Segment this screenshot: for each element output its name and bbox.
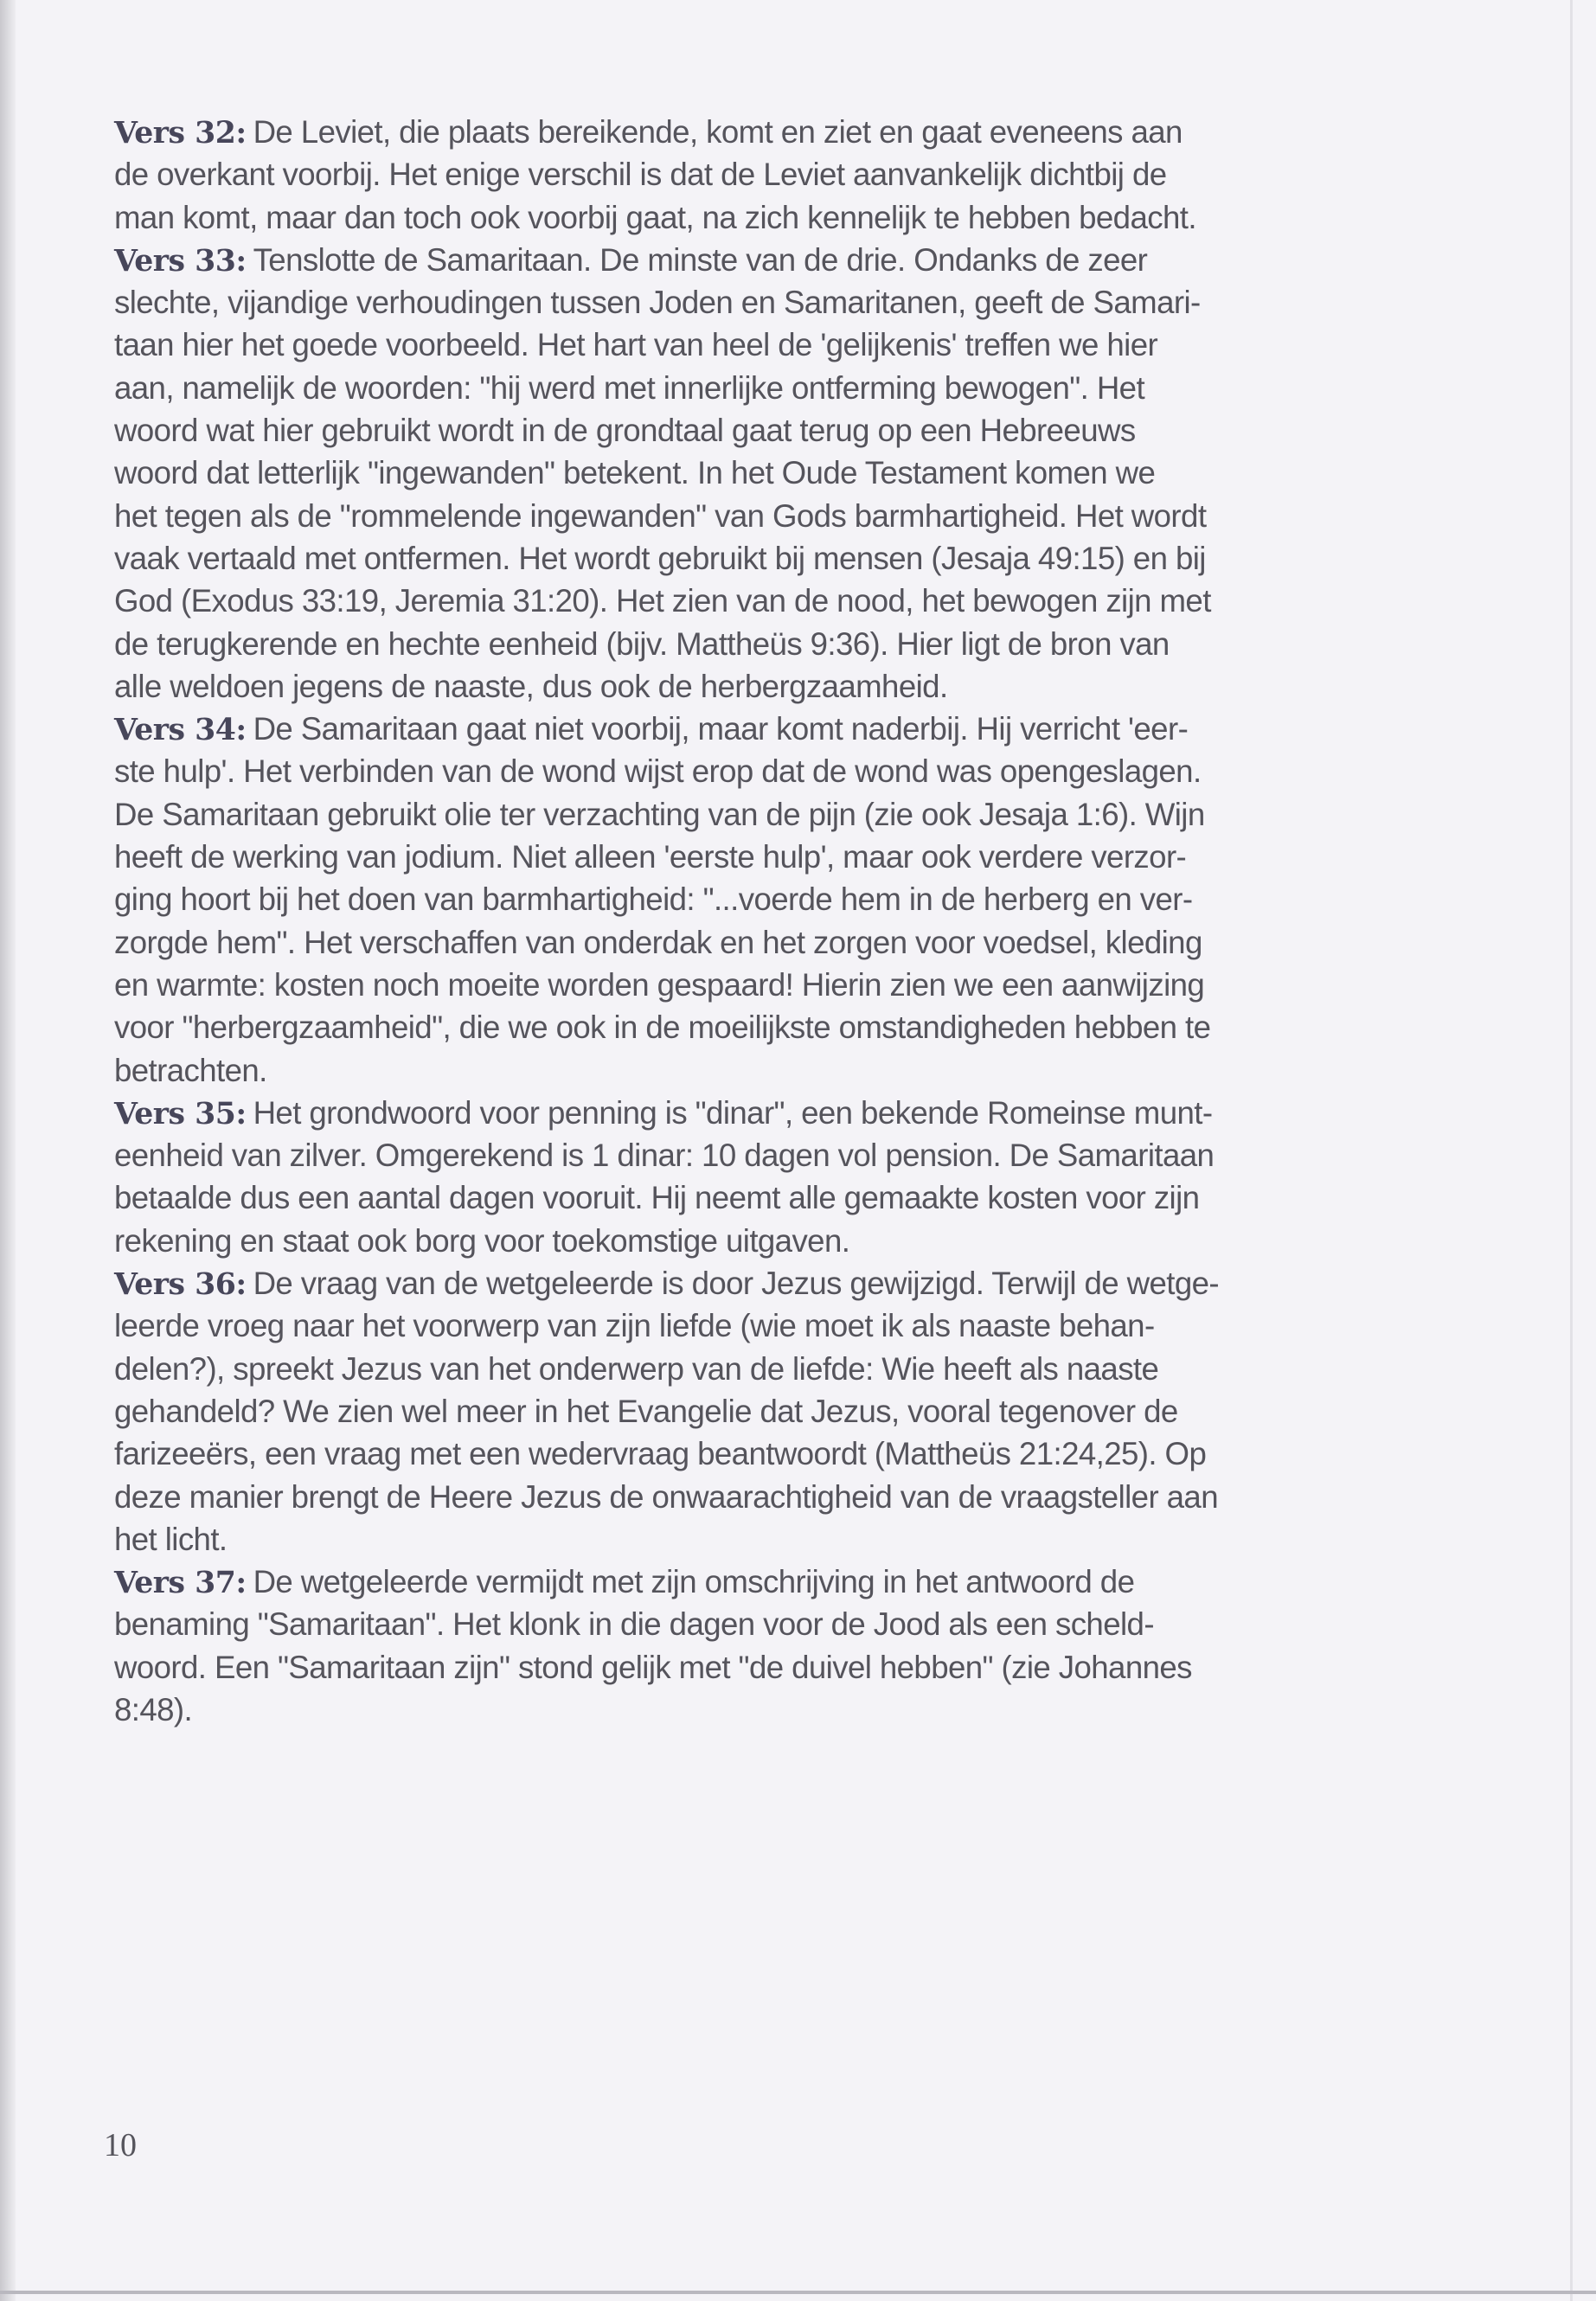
line-text: het licht. bbox=[114, 1521, 228, 1557]
line-text: De vraag van de wetgeleerde is door Jezus gewijzigd. Terwijl de wetge- bbox=[253, 1266, 1220, 1302]
line-text: De Leviet, die plaats bereikende, komt en ziet en gaat eveneens aan bbox=[253, 114, 1183, 150]
text-line bbox=[114, 111, 1416, 153]
text-line bbox=[114, 1476, 1416, 1518]
text-line bbox=[114, 367, 1416, 409]
text-line bbox=[114, 708, 1416, 750]
text-line bbox=[114, 452, 1416, 494]
line-text: delen?), spreekt Jezus van het onderwerp van de liefde: Wie heeft als naaste bbox=[114, 1350, 1159, 1387]
text-line bbox=[114, 836, 1416, 878]
text-line bbox=[114, 1092, 1416, 1134]
page-number: 10 bbox=[104, 2127, 137, 2163]
line-text: de overkant voorbij. Het enige verschil is dat de Leviet aanvankelijk dichtbij de bbox=[114, 157, 1167, 193]
line-text: het tegen als de "rommelende ingewanden" van Gods barmhartigheid. Het wordt bbox=[114, 497, 1207, 534]
line-text: aan, namelijk de woorden: "hij werd met innerlijke ontferming bewogen". Het bbox=[114, 369, 1145, 406]
text-line bbox=[114, 1049, 1416, 1092]
text-line bbox=[114, 793, 1416, 836]
line-text: vaak vertaald met ontfermen. Het wordt gebruikt bij mensen (Jesaja 49:15) en bij bbox=[114, 540, 1206, 576]
line-text: woord dat letterlijk "ingewanden" betekent. In het Oude Testament komen we bbox=[114, 455, 1156, 491]
verse-label: Vers 37: bbox=[114, 1565, 247, 1601]
line-text: alle weldoen jegens de naaste, dus ook de herbergzaamheid. bbox=[114, 668, 948, 704]
page-left-edge bbox=[0, 0, 16, 2301]
text-line bbox=[114, 239, 1416, 281]
line-text: Het grondwoord voor penning is "dinar", een bekende Romeinse munt- bbox=[253, 1094, 1213, 1131]
line-text: ging hoort bij het doen van barmhartigheid: "...voerde hem in de herberg en ver- bbox=[114, 881, 1193, 918]
line-text: zorgde hem". Het verschaffen van onderdak en het zorgen voor voedsel, kleding bbox=[114, 924, 1202, 960]
text-line bbox=[114, 1006, 1416, 1048]
text-line bbox=[114, 921, 1416, 964]
text-line bbox=[114, 878, 1416, 920]
text-line bbox=[114, 1220, 1416, 1262]
text-line bbox=[114, 537, 1416, 580]
text-line bbox=[114, 1134, 1416, 1176]
text-line bbox=[114, 1603, 1416, 1645]
text-line bbox=[114, 623, 1416, 665]
text-line bbox=[114, 1689, 1416, 1731]
text-line bbox=[114, 1433, 1416, 1475]
page-right-edge bbox=[1570, 0, 1573, 2301]
line-text: de terugkerende en hechte eenheid (bijv. Mattheüs 9:36). Hier ligt de bron van bbox=[114, 625, 1170, 662]
text-line bbox=[114, 281, 1416, 324]
text-line bbox=[114, 324, 1416, 366]
body-text bbox=[114, 111, 1429, 1731]
line-text: ste hulp'. Het verbinden van de wond wijst erop dat de wond was opengeslagen. bbox=[114, 753, 1202, 790]
text-line bbox=[114, 1518, 1416, 1561]
text-line bbox=[114, 580, 1416, 622]
line-text: en warmte: kosten noch moeite worden gespaard! Hierin zien we een aanwijzing bbox=[114, 966, 1205, 1003]
line-text: voor "herbergzaamheid", die we ook in de moeilijkste omstandigheden hebben te bbox=[114, 1009, 1211, 1046]
line-text: betaalde dus een aantal dagen vooruit. Hij neemt alle gemaakte kosten voor zijn bbox=[114, 1180, 1200, 1216]
text-line bbox=[114, 495, 1416, 537]
text-line bbox=[114, 409, 1416, 452]
line-text: eenheid van zilver. Omgerekend is 1 dinar: 10 dagen vol pension. De Samaritaan bbox=[114, 1138, 1215, 1174]
text-line bbox=[114, 665, 1416, 708]
text-line bbox=[114, 1561, 1416, 1603]
text-line bbox=[114, 1348, 1416, 1390]
text-line bbox=[114, 196, 1416, 239]
line-text: De Samaritaan gebruikt olie ter verzachting van de pijn (zie ook Jesaja 1:6). Wijn bbox=[114, 796, 1205, 832]
line-text: taan hier het goede voorbeeld. Het hart van heel de 'gelijkenis' treffen we hier bbox=[114, 327, 1158, 363]
line-text: woord. Een "Samaritaan zijn" stond gelijk met "de duivel hebben" (zie Johannes bbox=[114, 1649, 1192, 1685]
verse-label: Vers 36: bbox=[114, 1266, 247, 1303]
line-text: slechte, vijandige verhoudingen tussen Joden en Samaritanen, geeft de Samari- bbox=[114, 285, 1201, 321]
text-line bbox=[114, 964, 1416, 1006]
line-text: leerde vroeg naar het voorwerp van zijn liefde (wie moet ik als naaste behan- bbox=[114, 1308, 1155, 1344]
line-text: deze manier brengt de Heere Jezus de onwaarachtigheid van de vraagsteller aan bbox=[114, 1478, 1218, 1515]
line-text: woord wat hier gebruikt wordt in de grondtaal gaat terug op een Hebreeuws bbox=[114, 413, 1136, 449]
line-text: Tenslotte de Samaritaan. De minste van de drie. Ondanks de zeer bbox=[253, 241, 1148, 278]
line-text: De wetgeleerde vermijdt met zijn omschrijving in het antwoord de bbox=[253, 1564, 1135, 1600]
verse-label: Vers 35: bbox=[114, 1095, 247, 1131]
line-text: God (Exodus 33:19, Jeremia 31:20). Het zien van de nood, het bewogen zijn met bbox=[114, 583, 1211, 619]
text-line bbox=[114, 1262, 1416, 1304]
line-text: benaming "Samaritaan". Het klonk in die dagen voor de Jood als een scheld- bbox=[114, 1606, 1154, 1643]
page-bottom-edge bbox=[0, 2291, 1596, 2294]
verse-label: Vers 33: bbox=[114, 242, 247, 279]
text-line bbox=[114, 1304, 1416, 1347]
line-text: gehandeld? We zien wel meer in het Evangelie dat Jezus, vooral tegenover de bbox=[114, 1393, 1178, 1429]
line-text: betrachten. bbox=[114, 1052, 267, 1088]
text-line bbox=[114, 750, 1416, 792]
line-text: farizeeërs, een vraag met een wedervraag beantwoordt (Mattheüs 21:24,25). Op bbox=[114, 1436, 1207, 1472]
line-text: man komt, maar dan toch ook voorbij gaat, na zich kennelijk te hebben bedacht. bbox=[114, 199, 1196, 235]
verse-label: Vers 34: bbox=[114, 712, 247, 748]
text-line bbox=[114, 1176, 1416, 1219]
line-text: rekening en staat ook borg voor toekomstige uitgaven. bbox=[114, 1222, 850, 1259]
verse-label: Vers 32: bbox=[114, 115, 247, 151]
line-text: 8:48). bbox=[114, 1691, 193, 1727]
text-line bbox=[114, 1646, 1416, 1689]
line-text: De Samaritaan gaat niet voorbij, maar komt naderbij. Hij verricht 'eer- bbox=[253, 711, 1189, 747]
line-text: heeft de werking van jodium. Niet alleen 'eerste hulp', maar ook verdere verzor- bbox=[114, 839, 1187, 875]
text-line bbox=[114, 1390, 1416, 1433]
text-line bbox=[114, 153, 1416, 195]
